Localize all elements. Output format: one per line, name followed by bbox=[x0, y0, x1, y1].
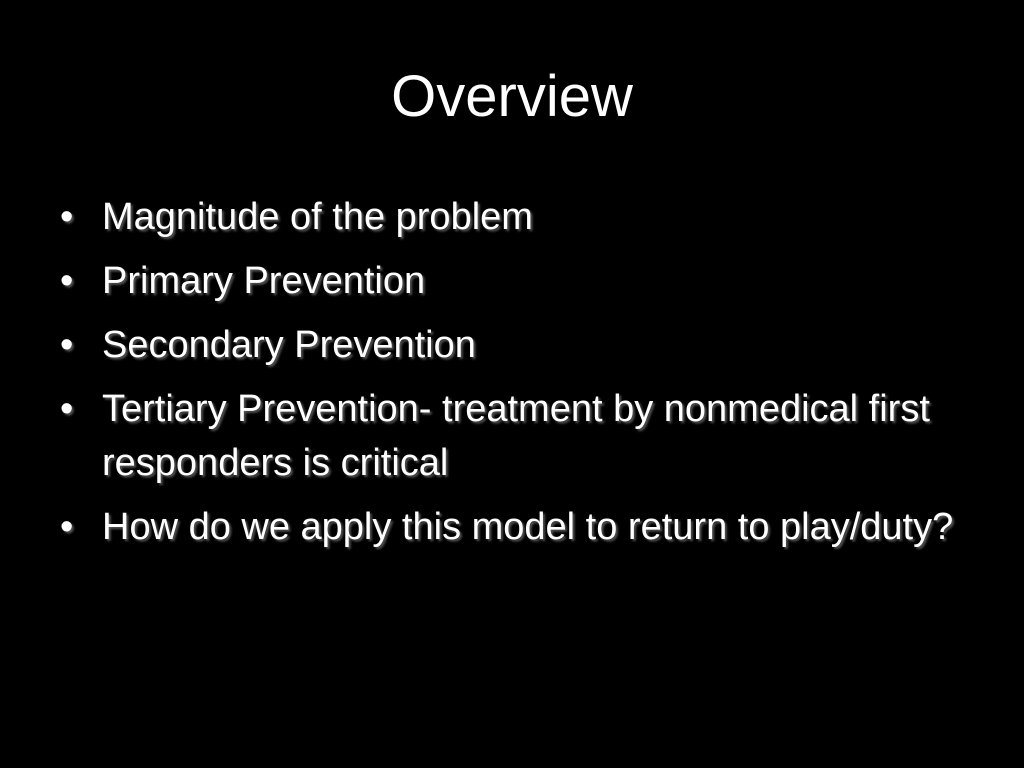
bullet-text: How do we apply this model to return to play/duty? bbox=[102, 506, 954, 548]
bullet-text: Tertiary Prevention- treatment by nonmedical first responders is critical bbox=[102, 388, 930, 484]
slide-title: Overview bbox=[391, 64, 633, 129]
bullet-item bbox=[58, 382, 958, 490]
bullet-text: Secondary Prevention bbox=[102, 324, 476, 366]
bullet-icon: • bbox=[60, 506, 74, 548]
bullet-text: Magnitude of the problem bbox=[102, 196, 533, 238]
bullet-item bbox=[58, 500, 958, 554]
bullet-item bbox=[58, 318, 958, 372]
bullet-list bbox=[58, 190, 958, 564]
bullet-item bbox=[58, 254, 958, 308]
bullet-icon: • bbox=[60, 260, 74, 302]
bullet-icon: • bbox=[60, 388, 74, 430]
bullet-icon: • bbox=[60, 196, 74, 238]
bullet-item bbox=[58, 190, 958, 244]
bullet-icon: • bbox=[60, 324, 74, 366]
bullet-text: Primary Prevention bbox=[102, 260, 426, 302]
